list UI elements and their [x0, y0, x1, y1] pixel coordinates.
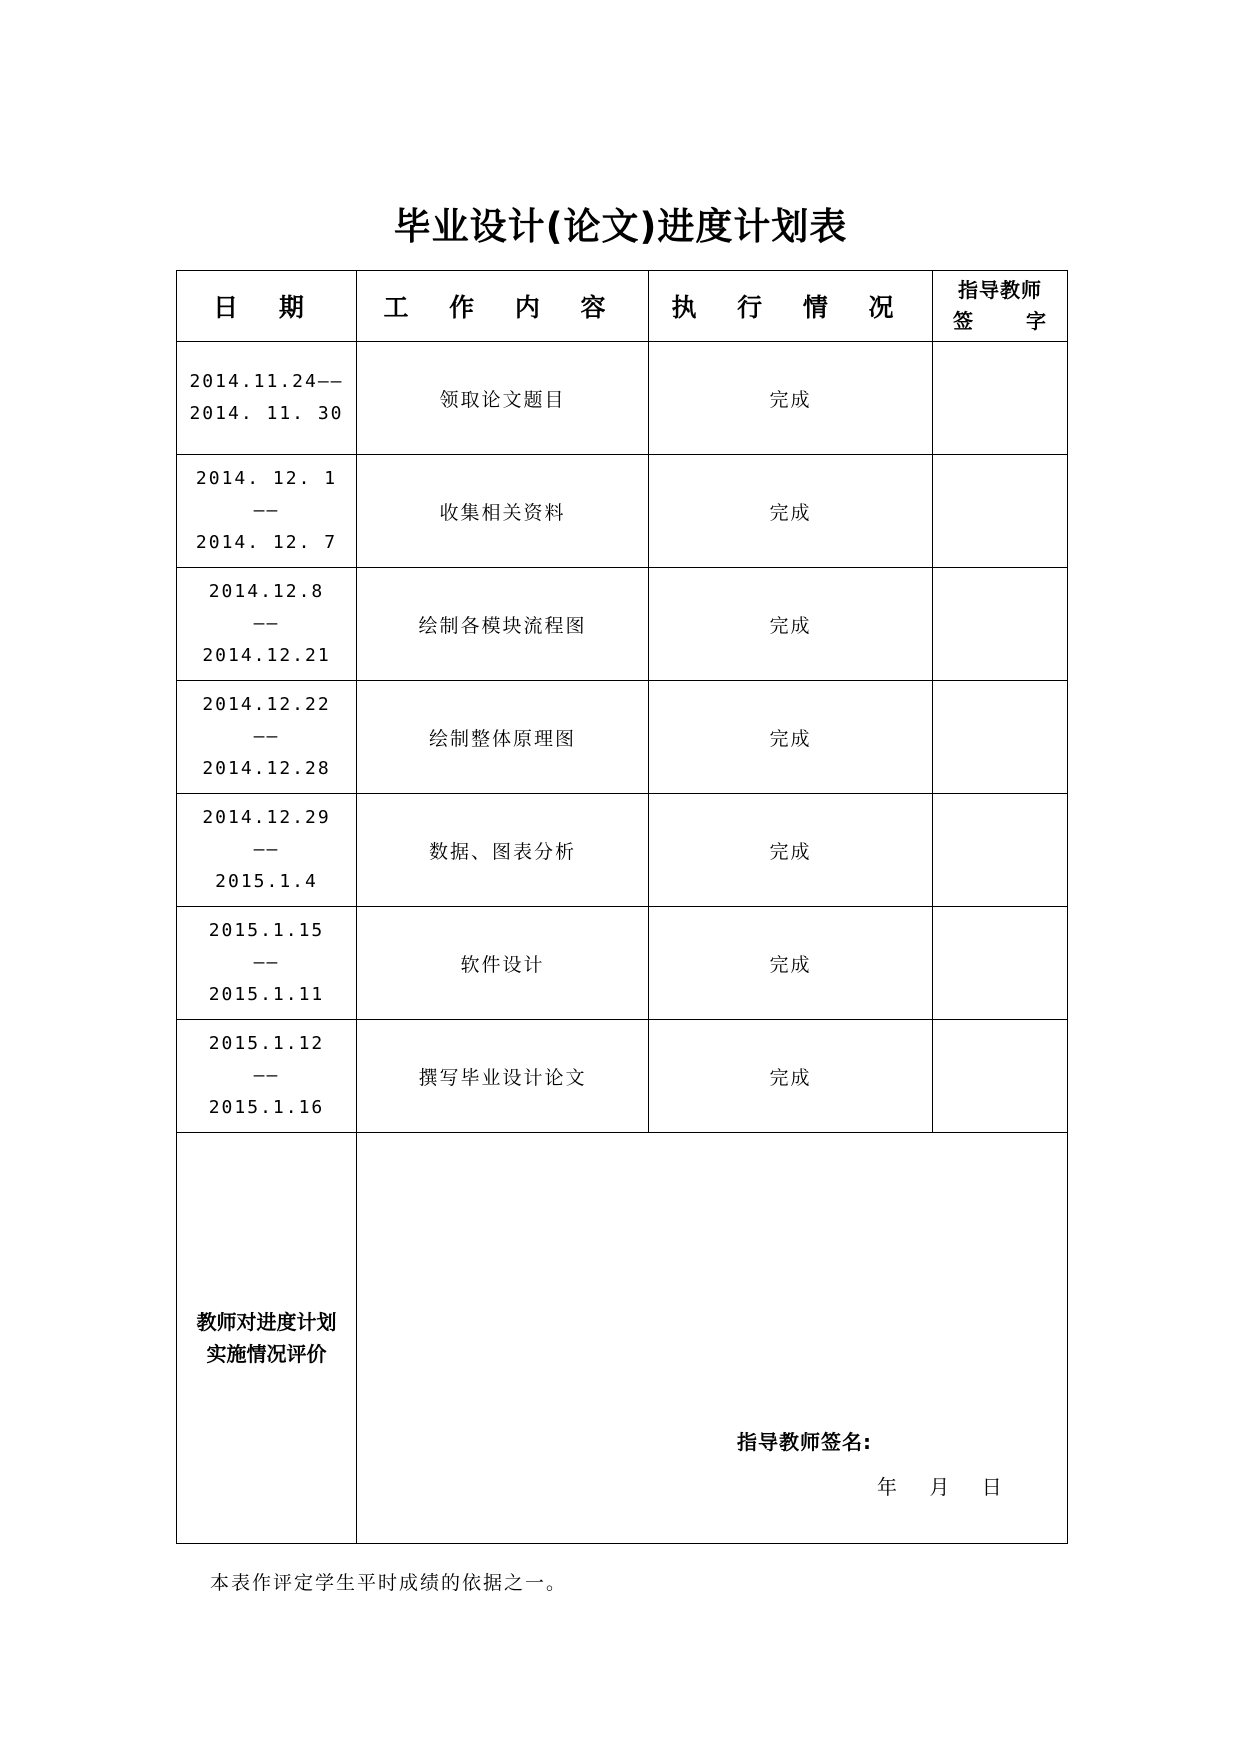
row-status: 完成 [649, 1020, 933, 1133]
table-row [177, 681, 1068, 794]
row-signature-cell[interactable] [933, 681, 1068, 794]
row-date-line: 2014.12.22 [202, 694, 331, 715]
row-content: 软件设计 [357, 907, 649, 1020]
row-content: 绘制各模块流程图 [357, 568, 649, 681]
row-date-line: 2014.11.24—— [189, 371, 344, 392]
row-status: 完成 [649, 568, 933, 681]
row-date [177, 907, 357, 1020]
table-row [177, 794, 1068, 907]
row-date [177, 342, 357, 455]
row-date-line: —— [253, 726, 280, 747]
row-signature-cell[interactable] [933, 568, 1068, 681]
row-date-line: 2014.12.29 [202, 807, 331, 828]
row-date-line: 2015.1.11 [208, 984, 325, 1005]
row-status: 完成 [649, 342, 933, 455]
row-content: 收集相关资料 [357, 455, 649, 568]
header-signature-line1: 指导教师 [958, 278, 1042, 302]
evaluation-label-line2: 实施情况评价 [206, 1342, 327, 1366]
header-status: 执 行 情 况 [649, 271, 933, 342]
row-date [177, 455, 357, 568]
row-date-line: 2014.12.8 [208, 581, 325, 602]
row-date-line: —— [253, 613, 280, 634]
row-status: 完成 [649, 907, 933, 1020]
row-date-line: 2014. 12. 7 [195, 532, 338, 553]
row-content: 数据、图表分析 [357, 794, 649, 907]
table-row [177, 455, 1068, 568]
row-date-line: 2014.12.28 [202, 758, 331, 779]
row-content: 领取论文题目 [357, 342, 649, 455]
table-row [177, 568, 1068, 681]
row-date-line: —— [253, 500, 280, 521]
progress-plan-table [176, 270, 1068, 1544]
row-status: 完成 [649, 794, 933, 907]
row-date-line: 2015.1.15 [208, 920, 325, 941]
row-signature-cell[interactable] [933, 1020, 1068, 1133]
row-date-line: 2014. 12. 1 [195, 468, 338, 489]
page-title: 毕业设计(论文)进度计划表 [393, 205, 848, 248]
footnote: 本表作评定学生平时成绩的依据之一。 [210, 1572, 568, 1594]
header-date: 日 期 [177, 271, 357, 342]
header-content: 工 作 内 容 [357, 271, 649, 342]
row-status: 完成 [649, 681, 933, 794]
header-signature [933, 271, 1068, 342]
table-row [177, 342, 1068, 455]
table-header-row [177, 271, 1068, 342]
row-status: 完成 [649, 455, 933, 568]
row-date-line: 2015.1.12 [208, 1033, 325, 1054]
row-signature-cell[interactable] [933, 455, 1068, 568]
row-date [177, 794, 357, 907]
evaluation-label-line1: 教师对进度计划 [196, 1310, 337, 1334]
table-row [177, 1020, 1068, 1133]
row-date [177, 1020, 357, 1133]
row-content: 撰写毕业设计论文 [357, 1020, 649, 1133]
row-date-line: —— [253, 1065, 280, 1086]
row-signature-cell[interactable] [933, 794, 1068, 907]
row-date-line: 2015.1.16 [208, 1097, 325, 1118]
evaluation-date-label: 年 月 日 [877, 1475, 1002, 1499]
header-signature-line2: 签 字 [953, 309, 1047, 333]
row-signature-cell[interactable] [933, 342, 1068, 455]
row-date-line: —— [253, 952, 280, 973]
row-date [177, 568, 357, 681]
row-date-line: —— [253, 839, 280, 860]
evaluation-comment-area[interactable] [357, 1133, 1068, 1544]
row-date-line: 2014. 11. 30 [189, 403, 344, 424]
row-content: 绘制整体原理图 [357, 681, 649, 794]
row-date-line: 2014.12.21 [202, 645, 331, 666]
row-date-line: 2015.1.4 [215, 871, 318, 892]
evaluation-row [177, 1133, 1068, 1544]
row-signature-cell[interactable] [933, 907, 1068, 1020]
table-row [177, 907, 1068, 1020]
signer-label: 指导教师签名: [737, 1430, 872, 1454]
row-date [177, 681, 357, 794]
evaluation-label [177, 1133, 357, 1544]
